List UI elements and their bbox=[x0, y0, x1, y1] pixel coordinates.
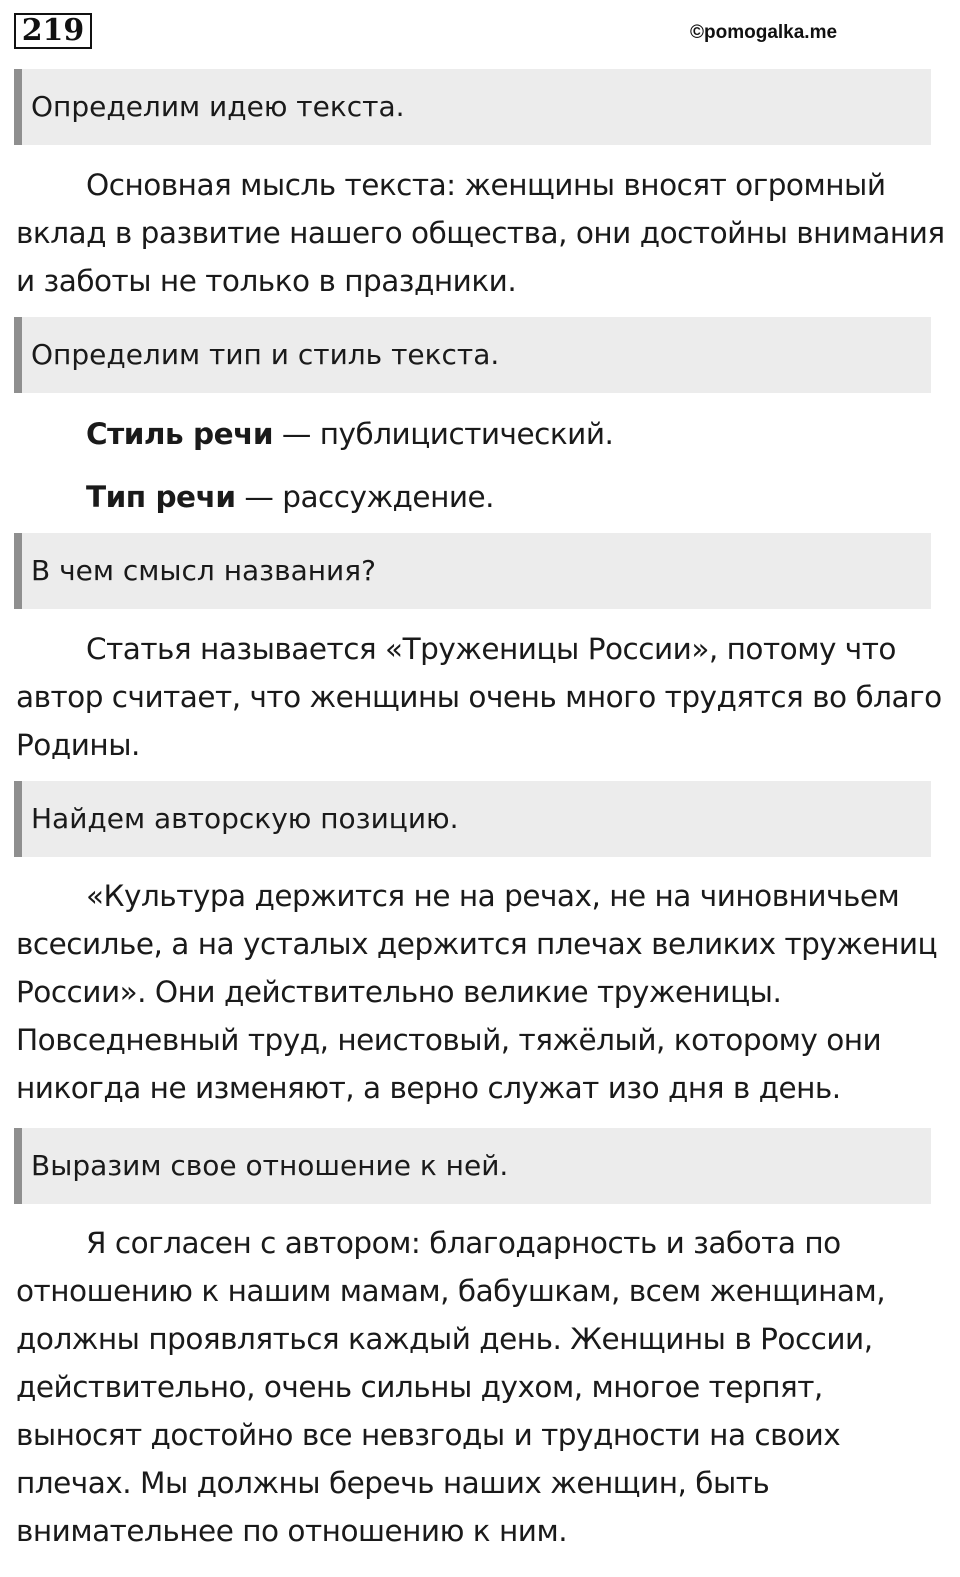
text-line: выносят достойно все невзгоды и трудности на своих bbox=[16, 1418, 841, 1452]
style-value: — публицистический. bbox=[273, 417, 614, 451]
text-line: Основная мысль текста: женщины вносят огромный bbox=[86, 168, 886, 202]
text-line: должны проявляться каждый день. Женщины в России, bbox=[16, 1322, 873, 1356]
text-line: Я согласен с автором: благодарность и забота по bbox=[86, 1226, 841, 1260]
text-line: и заботы не только в праздники. bbox=[16, 264, 517, 298]
text-line: Повседневный труд, неистовый, тяжёлый, которому они bbox=[16, 1023, 882, 1057]
type-of-speech-line bbox=[86, 473, 494, 521]
text-line: всесилье, а на усталых держится плечах великих тружениц bbox=[16, 927, 938, 961]
paragraph-title-meaning bbox=[16, 625, 944, 769]
type-term: Тип речи bbox=[86, 480, 236, 514]
text-line: плечах. Мы должны беречь наших женщин, быть bbox=[16, 1466, 770, 1500]
text-line: никогда не изменяют, а верно служат изо дня в день. bbox=[16, 1071, 841, 1105]
style-of-speech-line bbox=[86, 410, 613, 458]
text-line: действительно, очень сильны духом, многое терпят, bbox=[16, 1370, 823, 1404]
section-heading-idea: Определим идею текста. bbox=[14, 69, 931, 145]
task-number: 219 bbox=[14, 13, 92, 49]
section-heading-author-position: Найдем авторскую позицию. bbox=[14, 781, 931, 857]
text-line: внимательнее по отношению к ним. bbox=[16, 1514, 568, 1548]
text-line: России». Они действительно великие труженицы. bbox=[16, 975, 782, 1009]
text-line: вклад в развитие нашего общества, они достойны внимания bbox=[16, 216, 945, 250]
section-heading-title-meaning: В чем смысл названия? bbox=[14, 533, 931, 609]
paragraph-own-attitude bbox=[16, 1219, 944, 1555]
paragraph-author-position bbox=[16, 872, 944, 1112]
text-line: Статья называется «Труженицы России», потому что bbox=[86, 632, 896, 666]
style-term: Стиль речи bbox=[86, 417, 273, 451]
text-line: Родины. bbox=[16, 728, 140, 762]
text-line: автор считает, что женщины очень много трудятся во благо bbox=[16, 680, 942, 714]
watermark: ©pomogalka.me bbox=[690, 22, 838, 43]
section-heading-type-style: Определим тип и стиль текста. bbox=[14, 317, 931, 393]
type-value: — рассуждение. bbox=[235, 480, 495, 514]
paragraph-main-idea bbox=[16, 161, 944, 305]
text-line: отношению к нашим мамам, бабушкам, всем женщинам, bbox=[16, 1274, 886, 1308]
section-heading-own-attitude: Выразим свое отношение к ней. bbox=[14, 1128, 931, 1204]
text-line: «Культура держится не на речах, не на чиновничьем bbox=[86, 879, 900, 913]
